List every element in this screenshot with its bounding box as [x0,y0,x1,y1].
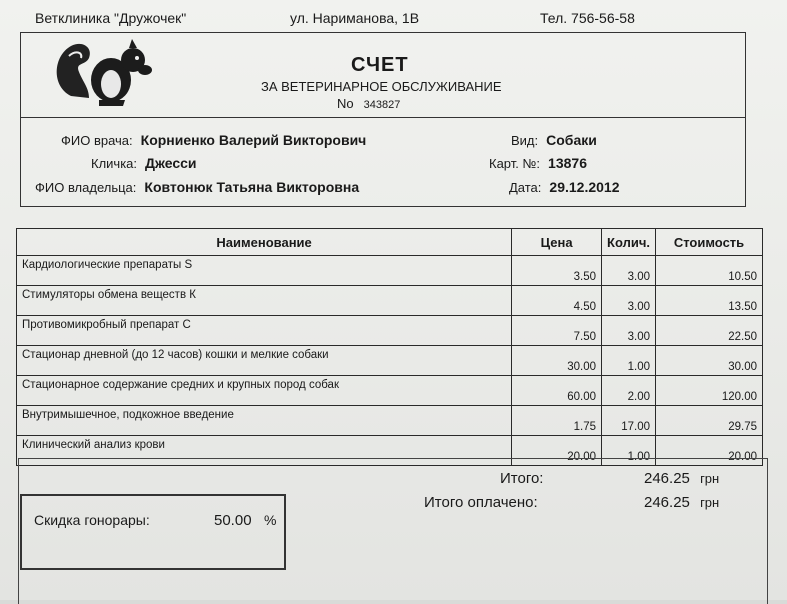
total-amount [644,470,719,487]
doctor-field [61,132,366,148]
col-header-price: Цена [512,229,602,256]
discount-box [20,494,286,570]
row-name: Кардиологические препараты S [17,256,512,286]
row-qty: 1.00 [602,346,656,376]
row-name: Стационар дневной (до 12 часов) кошки и мелкие собаки [17,346,512,376]
invoice-number-value: 343827 [363,99,401,111]
row-qty: 3.00 [602,256,656,286]
row-name: Противомикробный препарат С [17,316,512,346]
discount-value: 50.00 [214,512,252,529]
services-table [16,228,763,466]
table-row [17,286,763,316]
row-name: Внутримышечное, подкожное введение [17,406,512,436]
clinic-header [20,0,745,33]
row-price: 60.00 [512,376,602,406]
paid-value: 246.25 [644,494,690,511]
total-label: Итого: [500,470,544,487]
date-field [509,179,619,195]
row-cost: 20.00 [656,436,763,466]
paid-line [424,494,538,511]
invoice-title: СЧЕТ [351,54,409,76]
row-cost: 13.50 [656,286,763,316]
table-row [17,376,763,406]
row-price: 4.50 [512,286,602,316]
clinic-name: Ветклиника "Дружочек" [35,10,187,26]
invoice-number [337,96,400,111]
table-row [17,256,763,286]
pet-value: Джесси [145,155,197,171]
table-row [17,406,763,436]
row-price: 20.00 [512,436,602,466]
doctor-label: ФИО врача: [61,133,133,148]
row-cost: 120.00 [656,376,763,406]
invoice-subtitle: ЗА ВЕТЕРИНАРНОЕ ОБСЛУЖИВАНИЕ [261,79,502,94]
clinic-address: ул. Нариманова, 1В [290,10,420,26]
row-price: 30.00 [512,346,602,376]
clinic-phone: Тел. 756-56-58 [540,10,635,26]
card-value: 13876 [548,155,587,171]
row-cost: 30.00 [656,346,763,376]
paid-label: Итого оплачено: [424,494,538,511]
row-price: 3.50 [512,256,602,286]
pet-field [91,155,197,171]
paid-currency: грн [700,495,720,510]
species-label: Вид: [511,133,539,148]
date-value: 29.12.2012 [549,179,620,195]
col-header-name: Наименование [17,229,512,256]
row-name: Стационарное содержание средних и крупных пород собак [17,376,512,406]
table-header-row [17,229,763,256]
header-divider [21,117,745,118]
row-name: Клинический анализ крови [17,436,512,466]
row-price: 1.75 [512,406,602,436]
pet-label: Кличка: [91,156,138,171]
species-value: Собаки [546,132,597,148]
table-row [17,316,763,346]
table-row [17,346,763,376]
card-field [489,155,587,171]
row-qty: 3.00 [602,316,656,346]
row-name: Стимуляторы обмена веществ К [17,286,512,316]
row-qty: 2.00 [602,376,656,406]
invoice-number-label: No [337,96,354,111]
discount-label: Скидка гонорары: [34,512,150,528]
row-cost: 29.75 [656,406,763,436]
col-header-qty: Колич. [602,229,656,256]
col-header-cost: Стоимость [656,229,763,256]
row-cost: 10.50 [656,256,763,286]
species-field [511,132,597,148]
row-qty: 3.00 [602,286,656,316]
card-label: Карт. №: [489,156,541,171]
paid-amount [644,494,719,511]
invoice-header-box [20,32,746,207]
date-label: Дата: [509,180,542,195]
total-line [500,470,543,487]
total-currency: грн [700,471,720,486]
squirrel-logo-icon [49,36,159,110]
owner-field [35,179,359,195]
owner-label: ФИО владельца: [35,180,137,195]
owner-value: Ковтонюк Татьяна Викторовна [144,179,360,195]
row-cost: 22.50 [656,316,763,346]
doctor-value: Корниенко Валерий Викторович [140,132,367,148]
discount-unit: % [264,512,277,528]
row-qty: 1.00 [602,436,656,466]
row-price: 7.50 [512,316,602,346]
row-qty: 17.00 [602,406,656,436]
total-value: 246.25 [644,470,690,487]
